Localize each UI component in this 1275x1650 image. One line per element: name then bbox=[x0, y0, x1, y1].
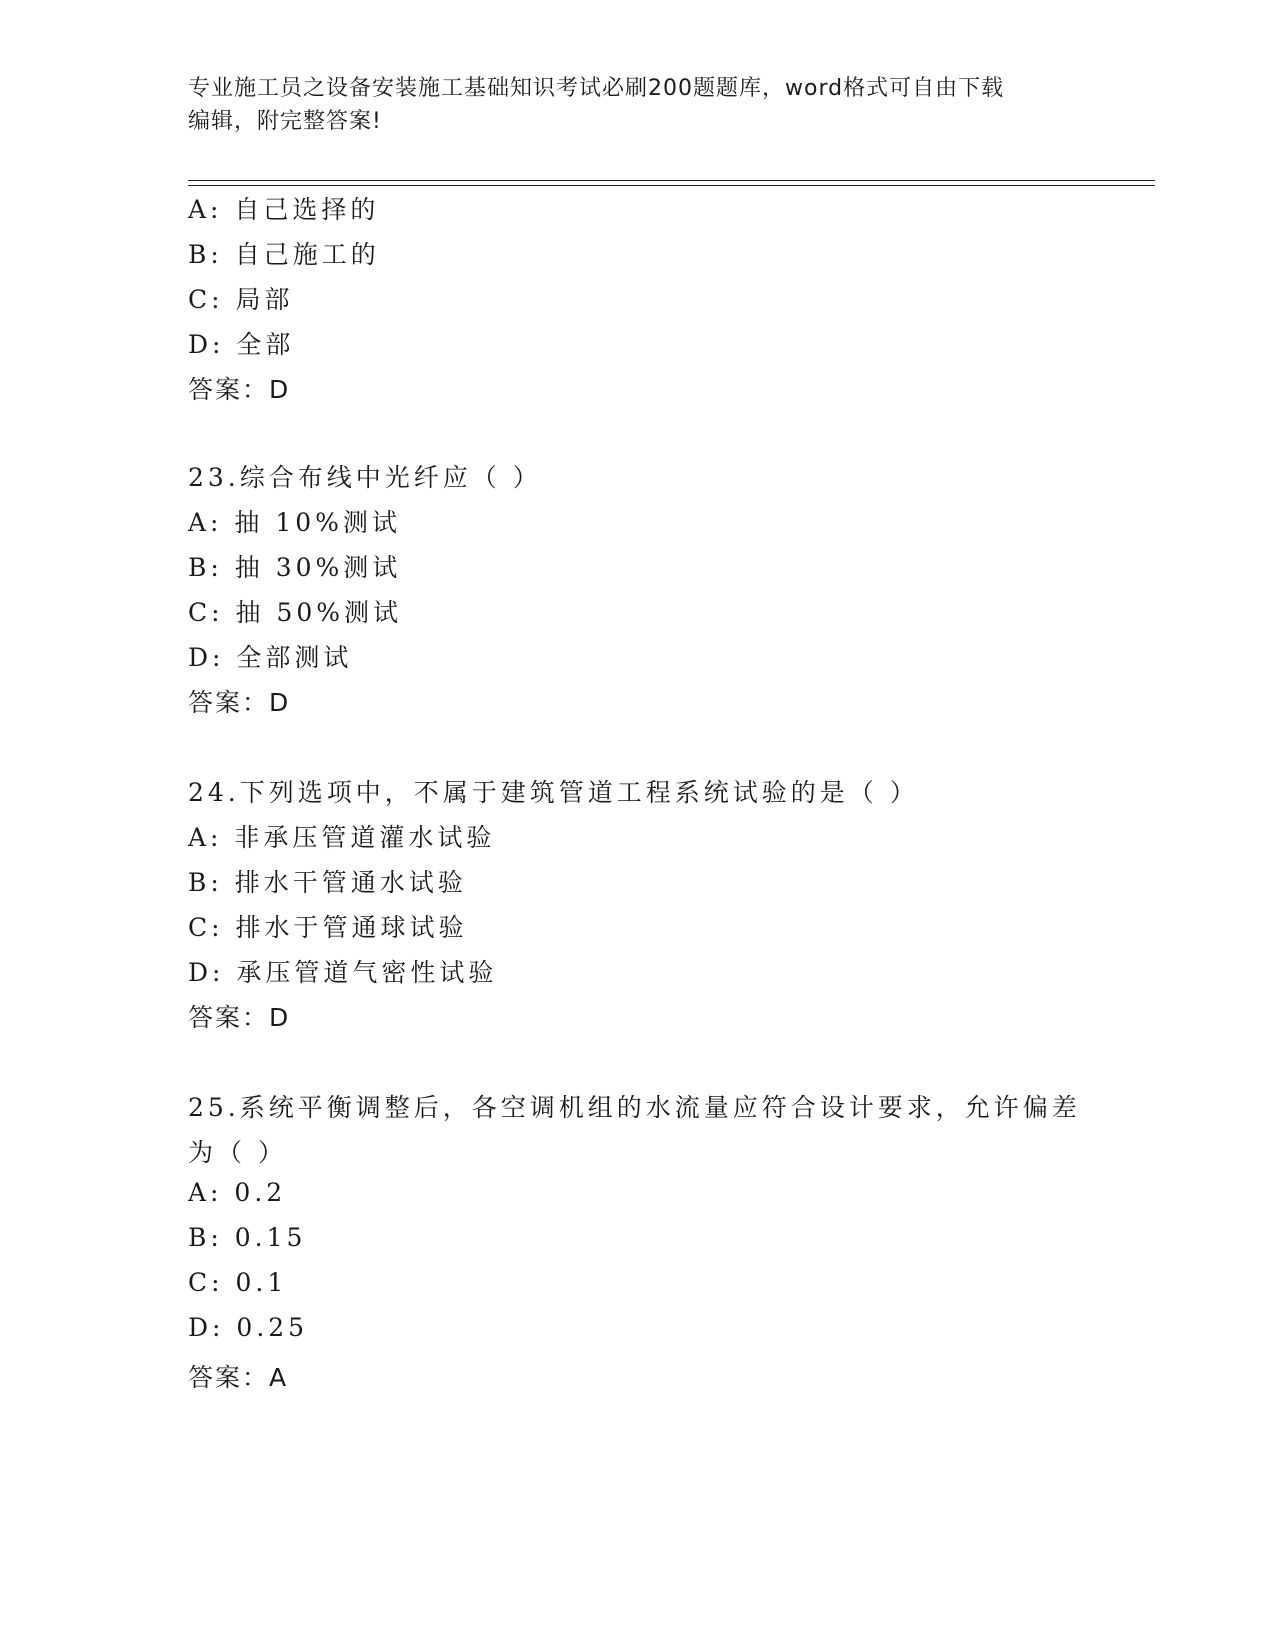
q25-option-b: B: 0.15 bbox=[188, 1223, 307, 1252]
q24-option-d: D: 承压管道气密性试验 bbox=[188, 958, 498, 987]
q23-question: 23.综合布线中光纤应（ ） bbox=[188, 463, 542, 492]
q25-question-line-2: 为（ ） bbox=[188, 1138, 287, 1167]
q23-option-d: D: 全部测试 bbox=[188, 643, 353, 672]
q24-option-b: B: 排水干管通水试验 bbox=[188, 868, 467, 897]
q25-option-c: C: 0.1 bbox=[188, 1268, 288, 1297]
q25-option-a: A: 0.2 bbox=[188, 1178, 287, 1207]
q22-answer: 答案：D bbox=[188, 375, 291, 404]
q25-answer: 答案：A bbox=[188, 1363, 289, 1392]
header-line-2: 编辑，附完整答案! bbox=[188, 109, 382, 134]
q23-option-a: A: 抽 10%测试 bbox=[188, 508, 401, 537]
header-divider-top bbox=[188, 180, 1155, 181]
q24-answer: 答案：D bbox=[188, 1003, 291, 1032]
q23-option-c: C: 抽 50%测试 bbox=[188, 598, 403, 627]
q24-option-a: A: 非承压管道灌水试验 bbox=[188, 823, 496, 852]
q22-option-c: C: 局部 bbox=[188, 285, 294, 314]
q22-option-b: B: 自己施工的 bbox=[188, 240, 380, 269]
q22-option-a: A: 自己选择的 bbox=[188, 195, 380, 224]
q24-option-c: C: 排水于管通球试验 bbox=[188, 913, 468, 942]
q23-option-b: B: 抽 30%测试 bbox=[188, 553, 402, 582]
header-line-1: 专业施工员之设备安装施工基础知识考试必刷200题题库，word格式可自由下载 bbox=[188, 76, 1005, 101]
header-divider-bottom bbox=[188, 185, 1155, 186]
q23-answer: 答案：D bbox=[188, 688, 291, 717]
q24-question: 24.下列选项中，不属于建筑管道工程系统试验的是（ ） bbox=[188, 778, 919, 807]
document-header bbox=[188, 72, 1068, 138]
q22-option-d: D: 全部 bbox=[188, 330, 295, 359]
q25-option-d: D: 0.25 bbox=[188, 1313, 309, 1342]
q25-question-line-1: 25.系统平衡调整后，各空调机组的水流量应符合设计要求，允许偏差 bbox=[188, 1093, 1081, 1122]
